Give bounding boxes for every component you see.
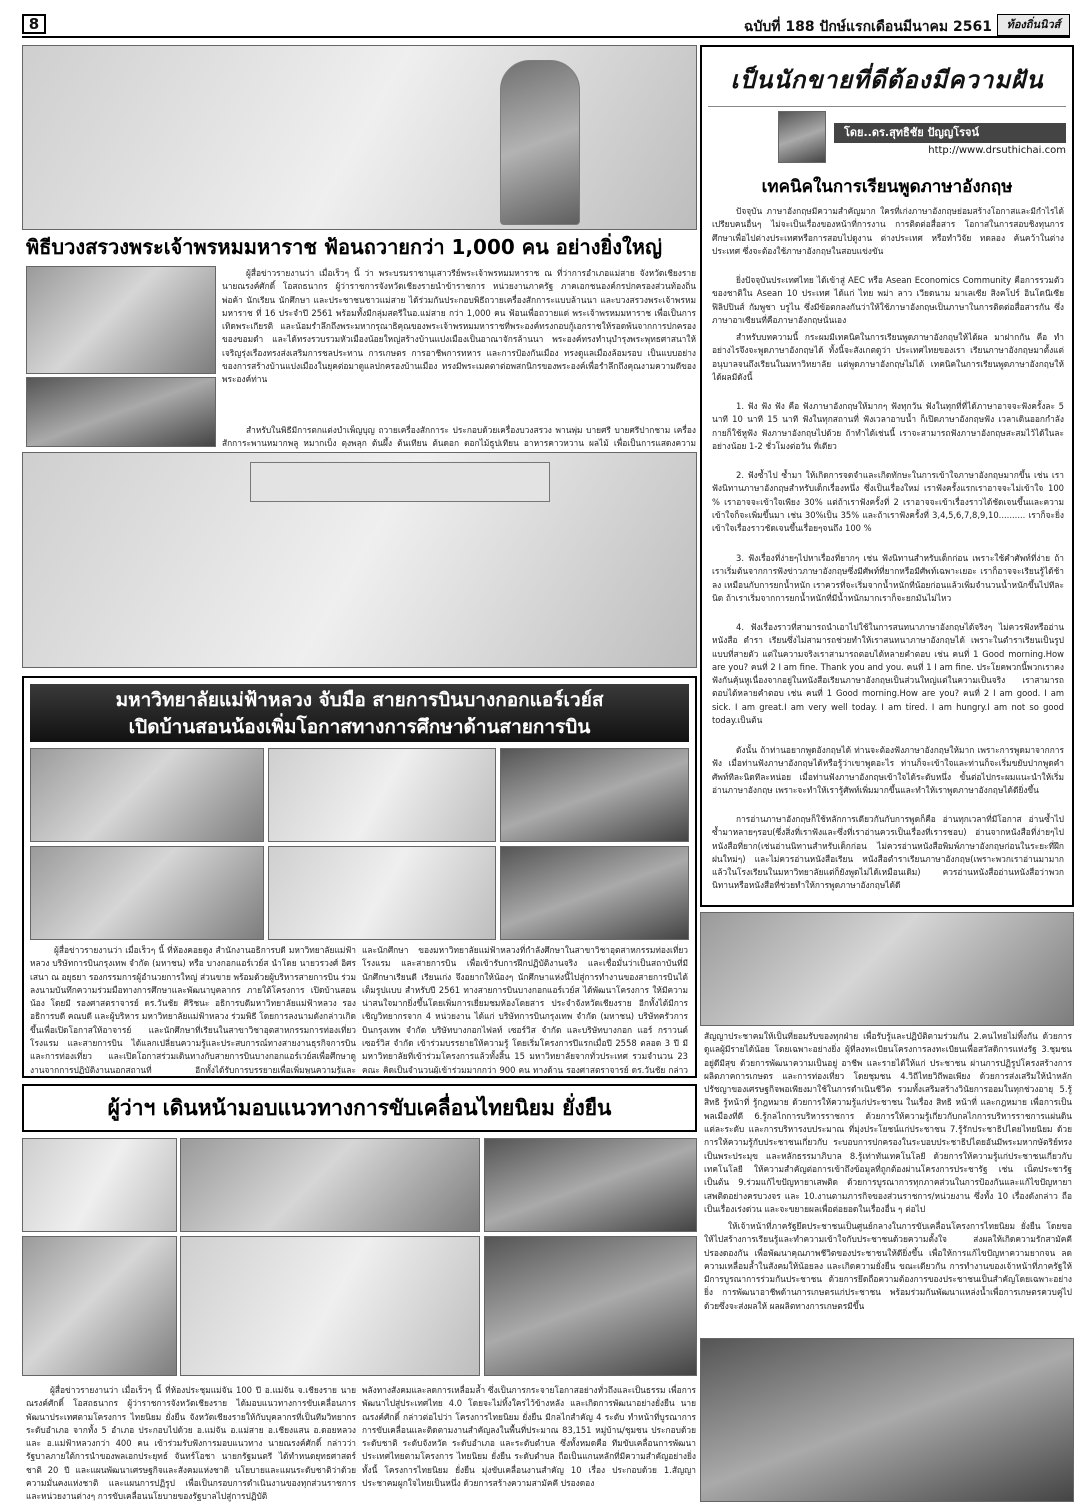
article2-photo-c: [500, 748, 689, 842]
sidebar-article-title: เทคนิคในการเรียนพูดภาษาอังกฤษ: [761, 177, 1013, 197]
article2-headline-line2: เปิดบ้านสอนน้องเพิ่มโอกาสทางการศึกษาด้านสายการบิน: [128, 716, 591, 738]
article3-col2: พลังทางสังคมและลดการเหลื่อมล้ำ ซึ่งเป็นการกระจายโอกาสอย่างทั่วถึงและเป็นธรรม เพื่อการพัฒนาไปสู่ประเทศไทย 4.0 โดยจะไม่ทิ้งใครไว้ข้างหลัง และเกิดการพัฒนาอย่างยั่งยืน นายณรงค์ศักดิ์ กล่าวต่อไปว่า โครงการไทยนิยม ยั่งยืน มีกลไกสำคัญ 4 ระดับ ทำหน้าที่บูรณาการการขับเคลื่อนและติดตามงานสำคัญลงในพื้นที่ประมาณ 83,151 หมู่บ้าน/ชุมชน ประกอบด้วย ระดับชาติ ระดับจังหวัด ระดับอำเภอ และระดับตำบล ซึ่งทั้งหมดคือ ทีมขับเคลื่อนการพัฒนาประเทศไทยตามโครงการ ไทยนิยม ยั่งยืน ระดับตำบล ถือเป็นแกนหลักที่มีความสำคัญอย่างยิ่ง ทั้งนี้ โครงการไทยนิยม ยั่งยืน มุ่งขับเคลื่อนงานสำคัญ 10 เรื่อง ประกอบด้วย 1.สัญญาประชาคมผูกใจไทยเป็นหนึ่ง ด้วยการสร้างความสามัคคี ปรองดอง: [362, 1385, 696, 1489]
sidebar-byline: โดย..ดร.สุทธิชัย ปัญญโรจน์: [844, 126, 980, 139]
author-avatar: [778, 111, 826, 163]
statue-figure: [500, 60, 580, 225]
article2-col1: ผู้สื่อข่าวรายงานว่า เมื่อเร็วๆ นี้ ที่ห้องคอยดูง สำนักงานอธิการบดี มหาวิทยาลัยแม่ฟ้าหลวง บริษัทการบินกรุงเทพ จำกัด (มหาชน) หรือ บางกอกแอร์เวย์ส นำโดย นายวรวงศ์ อิศรเสนา ณ อยุธยา รองกรรมการผู้อำนวยการใหญ่ ส่วนขาย พร้อมด้วยผู้บริหารสายการบิน ร่วมลงนามบันทึกความร่วมมือทางการศึกษาและพัฒนาบุคลากร ภายใต้โครงการ เปิดบ้านสอนน้อง โดยมี รองศาสตราจารย์ ดร.วันชัย ศิริชนะ อธิการบดีมหาวิทยาลัยแม่ฟ้าหลวง รองอธิการบดี คณบดี และผู้บริหาร มหาวิทยาลัยแม่ฟ้าหลวง ร่วมพิธี โดยการลงนามดังกล่าวเกิดขึ้นเพื่อเปิดโอกาสให้อาจารย์ และนักศึกษาที่เรียนในสาขาวิชาอุตสาหกรรมการท่องเที่ยว โรงแรม และสายการบิน ได้แลกเปลี่ยนความรู้และประสบการณ์ทางสายงานธุรกิจการบินและการท่องเที่ยว และเปิดโอกาสร่วมเดินทางกับสายการบินบางกอกแอร์เวย์สเพื่อศึกษาดูงานจากการปฏิบัติงานนอกสถานที่ อีกทั้งได้รับการบรรยายเพื่อเพิ่มพูนความรู้และ: [30, 945, 356, 1074]
sidebar-para1: ปัจจุบัน ภาษาอังกฤษมีความสำคัญมาก ใครที่เก่งภาษาอังกฤษย่อมสร้างโอกาสและมีกำไรได้เปรียบคนอื่นๆ ไม่จะเป็นเรื่องของหน้าที่การงาน การติดต่อสื่อสาร โอกาสในการสอบชิงทุนการศึกษาเพื่อไปต่างประเทศหรือการสอบไปดูงาน ต่างประเทศ หรือทำวิจัย ทดลอง ค้นคว้าในต่างประเทศ ซึ่งจะต้องใช้ภาษาอังกฤษในสอบแข่งขัน: [712, 206, 1064, 256]
article3-headline-box: [22, 1084, 697, 1132]
article1-main-photo: [22, 45, 697, 230]
article2-photo-d: [30, 846, 264, 940]
article1-headline: พิธีบวงสรวงพระเจ้าพรหมมหาราช ฟ้อนถวายกว่า 1,000 คน อย่างยิ่งใหญ่: [26, 235, 662, 259]
article2-headline-line1: มหาวิทยาลัยแม่ฟ้าหลวง จับมือ สายการบินบางกอกแอร์เวย์ส: [115, 689, 604, 711]
sidebar-url[interactable]: http://www.drsuthichai.com: [928, 145, 1066, 156]
newspaper-logo: ท้องถิ่นนิวส์: [997, 14, 1070, 36]
sidebar-para7: 4. ฟังเรื่องราวที่สามารถนำเอาไปใช้ในการสนทนาภาษาอังกฤษได้จริงๆ ไม่ควรฟังหรืออ่านหนังสือ ตำรา เรียนซึ่งไม่สามารถช่วยทำให้เราสนทนาภาษาอังกฤษได้ เพราะในตำราเรียนเป็นรูปแบบที่สายตัว แต่ในความจริงเราสามารถตอบได้หลายคำตอบ เช่น คนที่ 1 Good morning.How are you? คนที่ 2 I am fine. Thank you and you. คนที่ 1 I am fine. ประโยคพวกนี้พวกเราคงฟังกันคุ้นหูเนื่องจากอยู่ในหนังสือเรียนภาษาอังกฤษเป็นส่วนใหญ่แต่ในความเป็นจริง เราสามารถตอบได้หลายคำตอบ เช่น คนที่ 1 Good morning.How are you? คนที่ 2 I am good. I am sick. I am great.I am very well today. I am tired. I am hungry.I am not so good today.เป็นต้น: [712, 622, 1064, 726]
article2-photo-b: [268, 748, 496, 842]
article3-quote: ให้เจ้าหน้าที่ภาครัฐยึดประชาชนเป็นศูนย์กลางในการขับเคลื่อนโครงการไทยนิยม ยั่งยืน โดยขอให้ไปสร้างการเรียนรู้และทำความเข้าใจกับประชาชนด้วยความตั้งใจ ส่งผลให้เกิดความรักสามัคคีปรองดองกัน เพื่อพัฒนาคุณภาพชีวิตของประชาชนให้ดียิ่งขึ้น เพื่อให้การแก้ไขปัญหาความยากจน ลดความเหลื่อมล้ำในสังคมให้น้อยลง และเกิดความยั่งยืน ขณะเดียวกัน การทำงานของเจ้าหน้าที่ภาครัฐให้มีการบูรณาการร่วมกันประชาชน ด้วยการยึดถือความต้องการของประชาชนเป็นสำคัญโดยเฉพาะอย่างยิ่ง การพัฒนาอาชีพด้านการเกษตรแก่ประชาชน พร้อมร่วมกันพัฒนาแหล่งน้ำเพื่อการเกษตรควบคู่ไปด้วยซึ่งจะส่งผลให้ ผลผลิตทางการเกษตรมีขึ้น: [704, 1221, 1072, 1311]
article3-photo-b: [180, 1138, 480, 1232]
sidebar-para8: ดังนั้น ถ้าท่านอยากพูดอังกฤษได้ ท่านจะต้องฟังภาษาอังกฤษให้มาก เพราะการพูดมาจากการฟัง เมื่อท่านฟังภาษาอังกฤษได้หรือรู้ว่าเขาพูดอะไร ท่านก็จะเข้าใจและท่านก็จะเริ่มขยับปากพูดคำศัพท์ทีละนิดทีละหน่อย เมื่อท่านฟังภาษาอังกฤษเข้าใจได้ระดับหนึ่ง ขั้นต่อไปกระผมแนะนำให้เริ่มอ่านภาษาอังกฤษ เพราะจะทำให้เรารู้ศัพท์เพิ่มมากขึ้นและทำให้เราพูดภาษาอังกฤษได้ดียิ่งขึ้น: [712, 745, 1064, 795]
article1-photo-b: [26, 377, 216, 447]
article2-photo-f: [500, 846, 689, 940]
article3-photo-a: [22, 1138, 177, 1232]
article3-col1: ผู้สื่อข่าวรายงานว่า เมื่อเร็วๆ นี้ ที่ห้องประชุมแม่จัน 100 ปี อ.แม่จัน จ.เชียงราย นายณรงค์ศักดิ์ โอสถธนากร ผู้ว่าราชการจังหวัดเชียงราย ได้มอบแนวทางการขับเคลื่อนการพัฒนาประเทศตามโครงการ ไทยนิยม ยั่งยืน จังหวัดเชียงรายให้กับบุคลากรที่เป็นทีมวิทยากรระดับอำเภอ จากทั้ง 5 อำเภอ ประกอบไปด้วย อ.แม่จัน อ.แม่สาย อ.เชียงแสน อ.ดอยหลวง และ อ.แม่ฟ้าหลวงกว่า 400 คน เข้าร่วมรับฟังการมอบแนวทาง นายณรงค์ศักดิ์ กล่าวว่า รัฐบาลภายใต้การนำของพลเอกประยุทธ์ จันทร์โอชา นายกรัฐมนตรี ได้ทำหนดยุทธศาสตร์ชาติ 20 ปี และแผนพัฒนาเศรษฐกิจและสังคมแห่งชาติ นโยบายและแผนระดับชาติว่าด้วยความมั่นคงแห่งชาติ และแผนการปฏิรูป เพื่อเป็นกรอบการดำเนินงานของทุกส่วนราชการ และหน่วยงานต่างๆ การขับเคลื่อนนโยบายของรัฐบาลไปสู่การปฏิบัติ: [26, 1385, 356, 1502]
sidebar-para2: ยิ่งปัจจุบันประเทศไทย ได้เข้าสู่ AEC หรือ Asean Economics Community คือการรวมตัวของชาติใน Asean 10 ประเทศ ได้แก่ ไทย พม่า ลาว เวียดนาม มาเลเซีย สิงคโปร์ อินโดนีเซีย ฟิลิปปินส์ กัมพูชา บรูไน ซึ่งมีข้อตกลงกันว่าให้ใช้ภาษาอังกฤษเป็นภาษาในการติดต่อสื่อสารกัน ซึ่งภาษาอาเซียนที่คือภาษาอังกฤษนั่นเอง: [712, 275, 1064, 325]
sidebar-byline-bar: [834, 123, 1066, 143]
page-number: 8: [22, 14, 46, 34]
article1-banner-sign: [250, 462, 550, 502]
sidebar-para5: 2. ฟังซ้ำไป ซ้ำมา ให้เกิดการจดจำและเกิดทักษะในการเข้าใจภาษาอังกฤษมากขึ้น เช่น เราฟังนิทานภาษาอังกฤษสำหรับเด็กเรื่องหนึ่ง ซึ่งเป็นเรื่องใหม่ เราฟังครั้งแรกเราอาจจะไม่เข้าใจ 100 % เราอาจจะเข้าใจเพียง 30% แต่ถ้าเราฟังครั้งที่ 2 เราอาจจะเข้าเรื่องราวได้ชัดเจนขึ้นและความเข้าใจก็จะเพิ่มขึ้นมา เช่น 30%เป็น 35% และถ้าเราฟังครั้งที่ 3,4,5,6,7,8,9,10.......... เราก็จะยิ่งเข้าใจเรื่องราวชัดเจนขึ้นเรื่อยๆจนถึง 100 %: [712, 470, 1064, 534]
article3-photo-right-top: [700, 912, 1074, 1026]
article2-headline-banner: [30, 684, 689, 742]
article1-photo-a: [26, 266, 216, 374]
sidebar-column-box: [700, 45, 1074, 907]
article3-photo-f: [484, 1236, 697, 1376]
page-header: [22, 14, 1070, 38]
article2-col2: และนักศึกษา ของมหาวิทยาลัยแม่ฟ้าหลวงที่กำลังศึกษาในสาขาวิชาอุตสาหกรรมท่องเที่ยว โรงแรม และสายการบิน เพื่อเข้ารับการฝึกปฏิบัติงานจริง และเชื่อมั่นว่าเป็นสถาบันที่มีนักศึกษาเรียนดี เรียนเก่ง จึงอยากให้น้องๆ นักศึกษาแห่งนี้ไปสู่การทำงานของสายการบินได้เต็มรูปแบบ สำหรับปี 2561 ทางสายการบินบางกอกแอร์เวย์ส ได้พัฒนาโครงการ ให้มีความน่าสนใจมากยิ่งขึ้นโดยเพิ่มการเยี่ยมชมห้องโดยสาร ประจำจังหวัดเชียงราย อีกทั้งได้มีการเชิญวิทยากรจาก 4 หน่วยงาน ได้แก่ บริษัทการบินกรุงเทพ จำกัด (มหาชน) บริษัทครัวการบินกรุงเทพ จำกัด บริษัทบางกอกไฟลท์ เซอร์วิส จำกัด และบริษัทบางกอก แอร์ กราวนด์ เซอร์วิส จำกัด เข้าร่วมบรรยายให้ความรู้ โดยเริ่มโครงการปีแรกเมื่อปี 2558 ตลอด 3 ปี มีมหาวิทยาลัยที่เข้าร่วมโครงการแล้วทั้งสิ้น 15 มหาวิทยาลัยจากทั่วประเทศ รวมจำนวน 23 คณะ คิดเป็นจำนวนผู้เข้าร่วมมากกว่า 900 คน ทางด้าน รองศาสตราจารย์ ดร.วันชัย กล่าว: [362, 945, 688, 1074]
article2-photo-e: [268, 846, 496, 940]
article3-photo-e: [180, 1236, 480, 1376]
article3-headline: ผู้ว่าฯ เดินหน้ามอบแนวทางการขับเคลื่อนไทยนิยม ยั่งยืน: [107, 1096, 612, 1120]
issue-line: ฉบับที่ 188 ปักษ์แรกเดือนมีนาคม 2561: [743, 19, 992, 35]
article1-para1: ผู้สื่อข่าวรายงานว่า เมื่อเร็วๆ นี้ ว่า พระบรมราชานุเสาวรีย์พระเจ้าพรหมมหาราช ณ ที่ว่าการอำเภอแม่สาย จังหวัดเชียงราย นายณรงค์ศักดิ์ โอสถธนากร ผู้ว่าราชการจังหวัดเชียงรายนำข้าราชการ หน่วยงานภาครัฐ ภาคเอกชนองค์กรปกครองส่วนท้องถิ่น พ่อค้า นักเรียน นักศึกษา และประชาชนชาวแม่สาย ได้ร่วมกันประกอบพิธีถวายเครื่องสักการะแบบล้านนา และบวงสรวงพระเจ้าพรหมมหาราช ที่ 16 ประจำปี 2561 พร้อมทั้งมีกลุ่มสตรีในอ.แม่สาย กว่า 1,000 คน ฟ้อนเพื่อถวายแด่ พระเจ้าพรหมมหาราช เพื่อเป็นการเทิดพระเกียรติ และน้อมรำลึกถึงพระมหากรุณาธิคุณของพระเจ้าพรหมมหาราชที่พระองค์ทรงกอบกู้เอกราชให้รอดพ้นจากการปกครองของขอมดำ และได้ทรงรวบรวมหัวเมืองน้อยใหญ่สร้างบ้านแปงเมืองเป็นอาณาจักรล้านนา พระองค์ทรงทำนุบำรุงพระพุทธศาสนาให้เจริญรุ่งเรืองทรงส่งเสริมการชลประทาน การเกษตร การอาชีพการทหาร และการป้องกันเมือง ทรงดูแลเมืองล้อมรอบ เป็นแบบอย่างของการสร้างบ้านแปงเมืองในยุคต่อมาดูแลปกครองบ้านเมือง ทรงมีพระเมตตาต่อพสกนิกรของพระองค์เพื่อรำลึกถึงคุณงามความดีของพระองค์ท่าน: [222, 268, 696, 385]
sidebar-para6: 3. ฟังเรื่องที่ง่ายๆไปหาเรื่องที่ยากๆ เช่น ฟังนิทานสำหรับเด็กก่อน เพราะใช้คำศัพท์ที่ง่าย ถ้าเราเริ่มต้นจากการฟังข่าวภาษาอังกฤษซึ่งมีศัพท์ที่ยากหรือมีศัพท์เฉพาะเยอะ เราก็อาจจะเรียนรู้ได้ช้าลง เหมือนกับการยกน้ำหนัก เราควรที่จะเริ่มจากน้ำหนักที่น้อยก่อนแล้วเพิ่มจำนวนน้ำหนักขึ้นไปทีละนิด ถ้าเราเริ่มจากการยกน้ำหนักที่มีน้ำหนักมากเราก็จะยกมันไม่ไหว: [712, 553, 1064, 603]
sidebar-para4: 1. ฟัง ฟัง ฟัง คือ ฟังภาษาอังกฤษให้มากๆ ฟังทุกวัน ฟังในทุกที่ที่ได้ภาษาอาจจะฟังครั้งละ 5 นาที 10 นาที 15 นาที ฟังในทุกสถานที่ ฟังเวลาอาบน้ำ ก็เปิดภาษาอังกฤษฟัง เวลาเดินออกกำลังกายก็ใช้หูฟัง ฟังภาษาอังกฤษไปด้วย ถ้าทำได้เช่นนี้ เราจะสามารถฟังภาษาอังกฤษสะสมไว้ได้ในละอย่างน้อย 1-2 ชั่วโมงต่อวัน ที่เดียว: [712, 401, 1064, 451]
article1-para2: สำหรับในพิธีมีการตกแต่งบำเพ็ญบุญ ถวายเครื่องสักการะ ประกอบด้วยเครื่องบวงสรวง พานพุ่ม บายศรี บายศรีปากชาม เครื่องสักการะพานหมากพลู หมากเบ็ง ตุงพลุก ต้นผึ้ง ต้นเทียน ต้นดอก ดอกไม้ธูปเทียน อาหารคาวหวาน ผลไม้ เพื่อเป็นการแสดงความ: [222, 425, 696, 449]
article3-photo-d: [22, 1236, 177, 1376]
article3-photo-right-bottom: [700, 1338, 1074, 1502]
article3-col3: สัญญาประชาคมให้เป็นที่ยอมรับของทุกฝ่าย เพื่อรับรู้และปฏิบัติตามร่วมกัน 2.คนไทยไม่ทิ้งกัน ด้วยการดูแลผู้มีรายได้น้อย โดยเฉพาะอย่างยิ่ง ผู้ที่ลงทะเบียนโครงการลงทะเบียนเพื่อสวัสดิการแห่งรัฐ 3.ชุมชนอยู่ดีมีสุข ด้วยการพัฒนาความเป็นอยู่ อาชีพ และรายได้ให้แก่ ประชาชน ผ่านการปฏิรูปโครงสร้างการผลิตภาคการเกษตร และการท่องเที่ยว โดยชุมชน 4.วิถีไทยวิถีพอเพียง ด้วยการส่งเสริมให้นำหลักปรัชญาของเศรษฐกิจพอเพียงมาใช้ในการดำเนินชีวิต รวมทั้งเสริมสร้างวินัยการออมในทุกช่วงอายุ 5.รู้สิทธิ รู้หน้าที่ รู้กฎหมาย ด้วยการให้ความรู้แก่ประชาชน ในเรื่อง สิทธิ หน้าที่ และกฎหมาย เพื่อการเป็นพลเมืองที่ดี 6.รู้กลไกการบริหารราชการ ด้วยการให้ความรู้เกี่ยวกับกลไกการบริหารราชการแผ่นดินแต่ละระดับ และการบริหารงบประมาณ ที่มุ่งประโยชน์แก่ประชาชน 7.รู้รักประชาธิปไตยไทยนิยม ด้วยการให้ความรู้กับประชาชนเกี่ยวกับ ระบอบการปกครองในระบอบประชาธิปไตยอันมีพระมหากษัตริย์ทรงเป็นพระประมุข และหลักธรรมาภิบาล 8.รู้เท่าทันเทคโนโลยี ด้วยการให้ความรู้แก่ประชาชนเกี่ยวกับเทคโนโลยี ให้ความสำคัญต่อการเข้าถึงข้อมูลที่ถูกต้องผ่านโครงการประชารัฐ เช่น เน็ตประชารัฐ เป็นต้น 9.ร่วมแก้ไขปัญหายาเสพติด ด้วยการบูรณาการทุกภาคส่วนในการป้องกันและแก้ไขปัญหายาเสพติดอย่างครบวงจร และ 10.งานตามภารกิจของส่วนราชการ/หน่วยงาน ซึ่งทั้ง 10 เรื่องดังกล่าว ถือเป็นเรื่องเร่งด่วน และจะขยายผลเพื่อต่อยอดในเรื่องอื่น ๆ ต่อไป: [704, 1031, 1072, 1214]
article3-photo-c: [484, 1138, 697, 1232]
sidebar-para3: สำหรับบทความนี้ กระผมมีเทคนิคในการเรียนพูดภาษาอังกฤษให้ได้ผล มาฝากกัน คือ ทำอย่างไรจึงจะพูดภาษาอังกฤษได้ ทั้งนี้จะสังเกตดูว่า ประเทศไทยของเรา เรียนภาษาอังกฤษมาตั้งแต่อนุบาลจนถึงเรียนในมหาวิทยาลัย แต่พูดภาษาอังกฤษไม่ได้ เทคนิคในการเรียนพูดภาษาอังกฤษให้ได้ผลมีดังนี้: [712, 332, 1064, 382]
sidebar-para9: การอ่านภาษาอังกฤษก็ใช้หลักการเดียวกันกับการพูดก็คือ อ่านทุกเวลาที่มีโอกาส อ่านซ้ำไปซ้ำมาหลายๆรอบ(ซึ่งสิ่งที่เราฟังและซึ่งที่เราอ่านควรเป็นเรื่องที่เรารชอบ) อ่านจากหนังสือที่ง่ายๆไปหนังสือที่ยาก(เช่นอ่านนิทานสำหรับเด็กก่อน ไม่ควรอ่านหนังสือพิมพ์ภาษาอังกฤษก่อนในระยะที่ฝึกฝนใหม่ๆ) และไม่ควรอ่านหนังสือเรียน หนังสือตำราเรียนภาษาอังกฤษ(เพราะพวกเราอ่านมามากแล้วในโรงเรียนในมหาวิทยาลัยแต่ก็ยังพูดไม่ได้เหมือนเดิม) ควรอ่านหนังสืออ่านหนังสือว่าพวกนิทานหรือหนังสือที่ช่วยทำให้การพูดภาษาอังกฤษได้ดี: [712, 814, 1064, 891]
article2-photo-a: [30, 748, 264, 842]
sidebar-title-banner: [708, 53, 1066, 107]
sidebar-column-title: เป็นนักขายที่ดีต้องมีความฝัน: [730, 66, 1044, 94]
